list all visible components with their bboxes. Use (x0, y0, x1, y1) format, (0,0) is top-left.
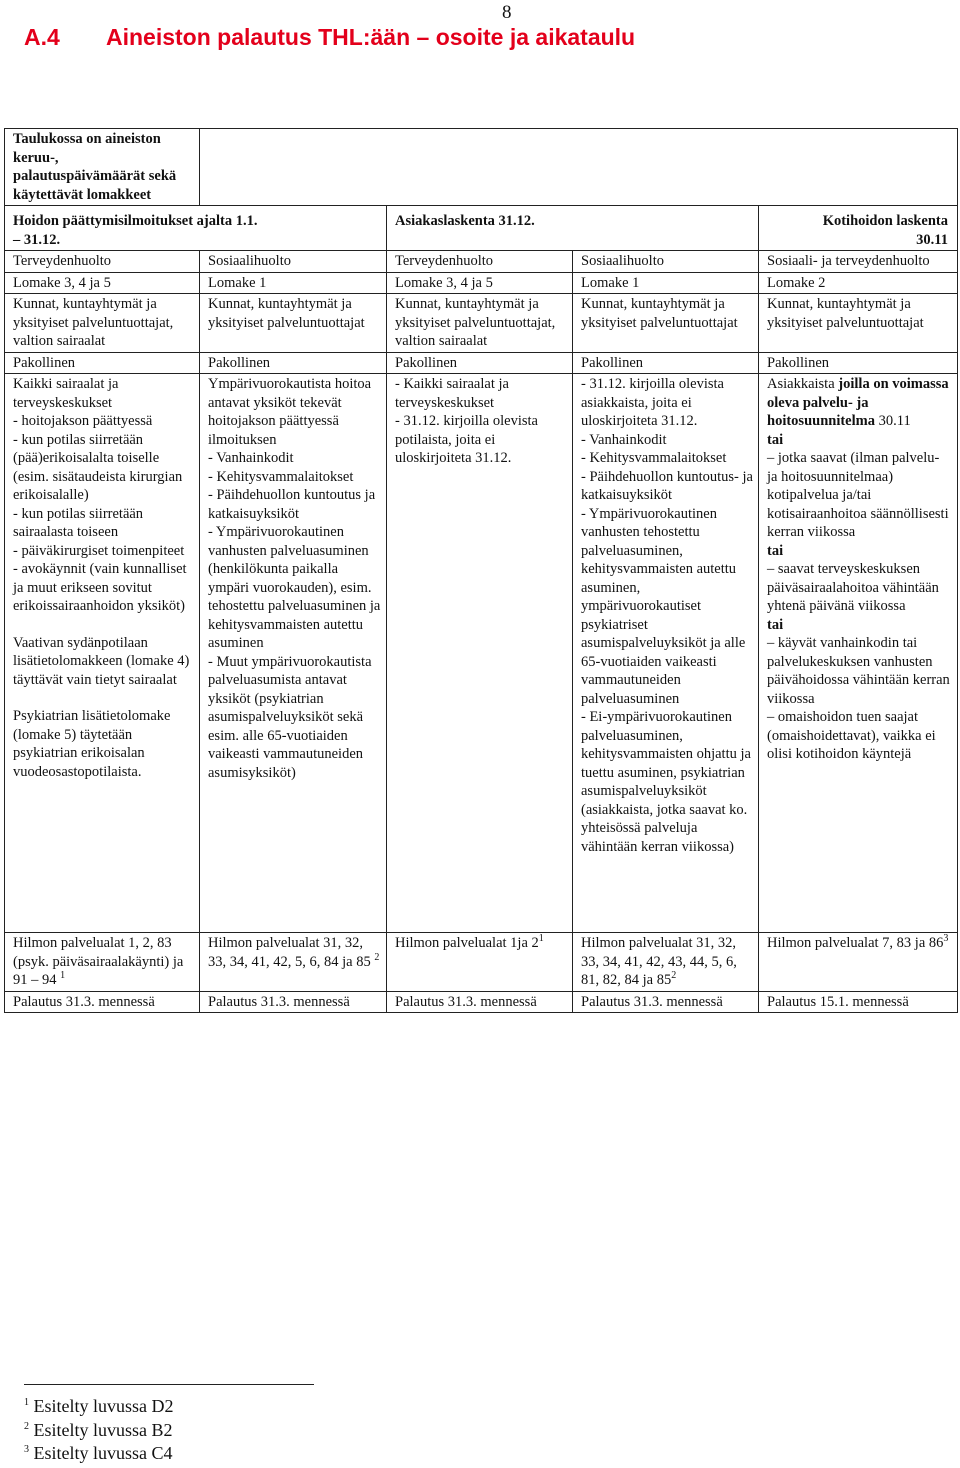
footnote-number: 3 (24, 1444, 29, 1455)
section-title: Aineiston palautus THL:ään – osoite ja aikataulu (106, 24, 636, 50)
respondent-cell: Kunnat, kuntayhtymät ja yksityiset palveluntuottajat, valtion sairaalat (387, 294, 573, 353)
sector-cell: Terveydenhuolto (387, 251, 573, 273)
footnote-number: 1 (24, 1397, 29, 1408)
respondent-cell: Kunnat, kuntayhtymät ja yksityiset palveluntuottajat, valtion sairaalat (5, 294, 200, 353)
hilmo-text: Hilmon palvelualat 31, 32, 33, 34, 41, 42, 43, 44, 5, 6, 81, 82, 84 ja 85 (581, 935, 737, 988)
return-date-cell: Palautus 31.3. mennessä (573, 991, 759, 1013)
content-text: Vaativan sydänpotilaan lisätietolomakkeen (lomake 4) täyttävät vain tietyt sairaalat (13, 634, 190, 688)
hoidon-header (5, 206, 387, 251)
content-cell-4: - 31.12. kirjoilla olevista asiakkaista, joita ei uloskirjoiteta 31.12. - Vanhainkodit - Kehitysvammalaitokset - Päihdehuollon kuntoutus- ja katkaisuyksiköt - Ympärivuorokautinen vanhusten tehostettu palveluasuminen, kehitysvammaisten autettu asuminen, ympärivuorokautiset psykiatriset asumispalveluyksiköt ja alle 65-vuotiaiden vaikeasti vammautuneiden palveluasuminen - Ei-ympärivuorokautinen palveluasuminen, kehitysvammaisten ohjattu ja tuettu asuminen, psykiatrian asumispalveluyksiköt (asiakkaista, jotka saavat ko. yhteisössä palveluja vähintään kerran viikossa) (573, 374, 759, 933)
hilmo-cell (573, 933, 759, 992)
content-text: 30.11 (878, 413, 911, 429)
section-number: A.4 (24, 24, 60, 50)
hilmo-cell (759, 933, 958, 992)
hilmo-text: Hilmon palvelualat 7, 83 ja 86 (767, 935, 944, 951)
sector-cell: Sosiaalihuolto (200, 251, 387, 273)
hilmo-text: Hilmon palvelualat 31, 32, 33, 34, 41, 42, 5, 6, 84 ja 85 (208, 935, 371, 970)
hilmo-cell (5, 933, 200, 992)
return-date-cell: Palautus 31.3. mennessä (387, 991, 573, 1013)
sector-row (5, 251, 958, 273)
footnote-ref: 3 (943, 933, 949, 945)
content-row (5, 374, 958, 933)
content-text: – saavat terveyskeskuksen päiväsairaalahoitoa vähintään yhtenä päivänä viikossa (767, 561, 939, 614)
content-cell-5 (759, 374, 958, 933)
footnote-text: Esitelty luvussa B2 (33, 1419, 173, 1440)
content-text-bold: joilla on voimassa oleva palvelu- ja hoitosuunnitelma (767, 376, 949, 429)
sector-cell: Terveydenhuolto (5, 251, 200, 273)
respondent-cell: Kunnat, kuntayhtymät ja yksityiset palveluntuottajat (759, 294, 958, 353)
asiakas-header: Asiakaslaskenta 31.12. (387, 206, 759, 251)
content-cell-1 (5, 374, 200, 933)
return-date-cell: Palautus 31.3. mennessä (200, 991, 387, 1013)
mandatory-cell: Pakollinen (573, 352, 759, 374)
content-text: Kaikki sairaalat ja terveyskeskukset - hoitojakson päättyessä - kun potilas siirretään (pää)erikoisalalta toiselle (esim. sisätaudeista kirurgian erikoisalalle) - kun potilas siirretään sairaalasta toiseen - päiväkirurgiset toimenpiteet - avokäynnit (vain kunnalliset ja muut erikseen sovitut erikoissairaanhoidon yksiköt) (13, 376, 187, 614)
group-header-row (5, 206, 958, 251)
kotihoito-header-text: Kotihoidon laskenta 30.11 (822, 213, 948, 248)
form-cell: Lomake 1 (573, 272, 759, 294)
content-text-bold: tai (767, 542, 784, 559)
footnote-text: Esitelty luvussa C4 (33, 1443, 173, 1463)
hoidon-header-text: Hoidon päättymisilmoitukset ajalta 1.1. – 31.12. (13, 213, 258, 248)
form-cell: Lomake 3, 4 ja 5 (5, 272, 200, 294)
mandatory-cell: Pakollinen (759, 352, 958, 374)
footnotes (24, 1384, 314, 1466)
footnote (24, 1419, 314, 1443)
content-text: Psykiatrian lisätietolomake (lomake 5) täytetään psykiatrian erikoisalan vuodeosastopotilaista. (13, 708, 171, 780)
form-row (5, 272, 958, 294)
form-cell: Lomake 3, 4 ja 5 (387, 272, 573, 294)
footnote (24, 1395, 314, 1419)
delivery-schedule-table (4, 128, 958, 1013)
hilmo-row (5, 933, 958, 992)
form-cell: Lomake 2 (759, 272, 958, 294)
mandatory-row (5, 352, 958, 374)
page-number: 8 (502, 2, 512, 23)
footnote-ref: 2 (374, 951, 380, 963)
intro-row (5, 129, 958, 206)
kotihoito-header (759, 206, 958, 251)
footnote-divider (24, 1384, 314, 1385)
footnote-ref: 1 (538, 933, 544, 945)
footnote-ref: 2 (671, 970, 677, 982)
footnote (24, 1442, 314, 1466)
footnote-ref: 1 (60, 970, 66, 982)
content-text: – käyvät vanhainkodin tai palvelukeskuksen vanhusten päivähoidossa vähintään kerran viikossa (767, 635, 950, 707)
return-date-cell: Palautus 31.3. mennessä (5, 991, 200, 1013)
content-text-bold: tai (767, 616, 784, 633)
content-text: – omaishoidon tuen saajat (omaishoidettavat), vaikka ei olisi kotihoidon käyntejä (767, 709, 936, 762)
respondent-cell: Kunnat, kuntayhtymät ja yksityiset palveluntuottajat (200, 294, 387, 353)
form-cell: Lomake 1 (200, 272, 387, 294)
content-cell-2: Ympärivuorokautista hoitoa antavat yksiköt tekevät hoitojakson päättyessä ilmoituksen - Vanhainkodit - Kehitysvammalaitokset - Päihdehuollon kuntoutus ja katkaisuyksiköt - Ympärivuorokautinen vanhusten palveluasuminen (henkilökunta paikalla ympäri vuorokauden), esim. tehostettu palveluasuminen ja kehitysvammaisten autettu asuminen - Muut ympärivuorokautista palveluasumista antavat yksiköt (psykiatrian asumispalveluyksiköt sekä esim. alle 65-vuotiaiden vaikeasti vammautuneiden asumisyksiköt) (200, 374, 387, 933)
hilmo-text: Hilmon palvelualat 1, 2, 83 (psyk. päiväsairaalakäynti) ja 91 – 94 (13, 935, 184, 988)
hilmo-cell (387, 933, 573, 992)
intro-cell: Taulukossa on aineiston keruu-, palautuspäivämäärät sekä käytettävät lomakkeet (5, 129, 200, 206)
mandatory-cell: Pakollinen (387, 352, 573, 374)
hilmo-cell (200, 933, 387, 992)
content-text-bold: tai (767, 431, 784, 448)
footnote-number: 2 (24, 1420, 29, 1432)
hilmo-text: Hilmon palvelualat 1ja 2 (395, 935, 539, 951)
mandatory-cell: Pakollinen (200, 352, 387, 374)
mandatory-cell: Pakollinen (5, 352, 200, 374)
sector-cell: Sosiaali- ja terveydenhuolto (759, 251, 958, 273)
respondent-cell: Kunnat, kuntayhtymät ja yksityiset palveluntuottajat (573, 294, 759, 353)
content-text: – jotka saavat (ilman palvelu- ja hoitosuunnitelmaa) kotipalvelua ja/tai kotisairaanhoitoa säännöllisesti kerran viikossa (767, 450, 949, 540)
content-text: Asiakkaista (767, 376, 835, 392)
content-cell-3: - Kaikki sairaalat ja terveyskeskukset - 31.12. kirjoilla olevista potilaista, joita ei uloskirjoiteta 31.12. (387, 374, 573, 933)
return-row (5, 991, 958, 1013)
sector-cell: Sosiaalihuolto (573, 251, 759, 273)
return-date-cell: Palautus 15.1. mennessä (759, 991, 958, 1013)
section-heading (24, 24, 635, 51)
respondent-row (5, 294, 958, 353)
intro-empty-cell (200, 129, 958, 206)
footnote-text: Esitelty luvussa D2 (33, 1396, 174, 1416)
